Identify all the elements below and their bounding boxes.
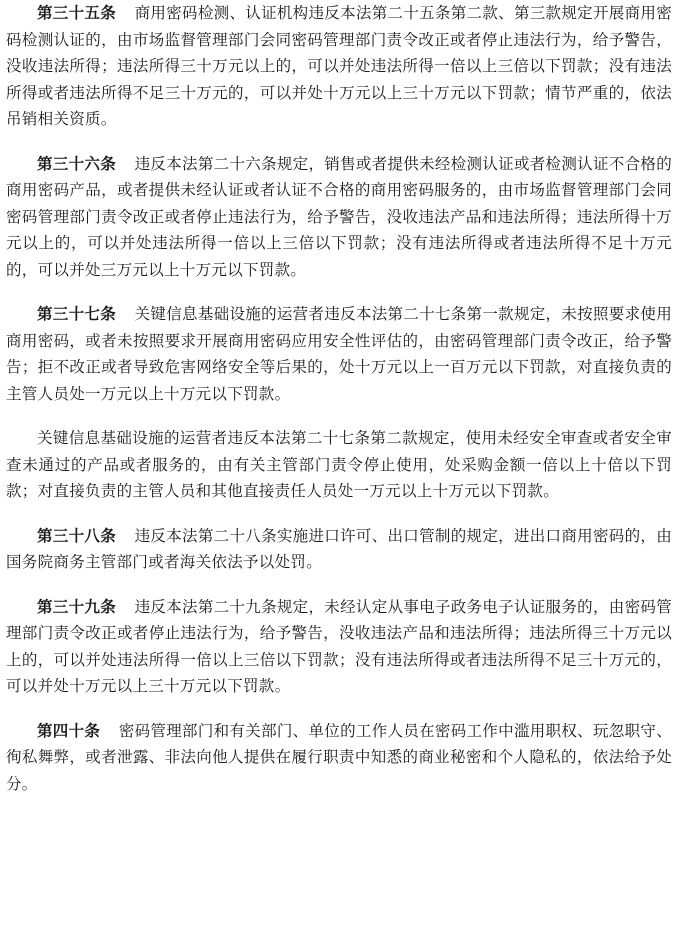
- document-body: [6, 0, 672, 797]
- article-39: [6, 594, 672, 700]
- article-heading: 第三十五条: [37, 4, 117, 22]
- article-35: [6, 0, 672, 133]
- article-text: 关键信息基础设施的运营者违反本法第二十七条第一款规定，未按照要求使用商用密码，或者未按照要求开展商用密码应用安全性评估的，由密码管理部门责令改正，给予警告；拒不改正或者导致危害网络安全等后果的，处十万元以上一百万元以下罚款，对直接负责的主管人员处一万元以上十万元以下罚款。: [6, 305, 672, 403]
- article-heading: 第三十六条: [37, 154, 117, 173]
- article-heading: 第三十八条: [37, 526, 117, 545]
- article-heading: 第四十条: [37, 721, 101, 740]
- article-text: 违反本法第二十六条规定，销售或者提供未经检测认证或者检测认证不合格的商用密码产品，或者提供未经认证或者认证不合格的商用密码服务的，由市场监督管理部门会同密码管理部门责令改正或者停止违法行为，给予警告，没收违法产品和违法所得；违法所得十万元以上的，可以并处违法所得一倍以上三倍以下罚款；没有违法所得或者违法所得不足十万元的，可以并处三万元以上十万元以下罚款。: [6, 154, 672, 279]
- article-37-paragraph-2: [6, 425, 672, 505]
- article-heading: 第三十七条: [37, 305, 117, 323]
- article-38: [6, 523, 672, 576]
- article-37: [6, 301, 672, 407]
- article-text: 密码管理部门和有关部门、单位的工作人员在密码工作中滥用职权、玩忽职守、徇私舞弊，或者泄露、非法向他人提供在履行职责中知悉的商业秘密和个人隐私的，依法给予处分。: [6, 721, 672, 793]
- article-36: [6, 151, 672, 284]
- article-text: 违反本法第二十八条实施进口许可、出口管制的规定，进出口商用密码的，由国务院商务主管部门或者海关依法予以处罚。: [6, 526, 672, 571]
- article-text: 商用密码检测、认证机构违反本法第二十五条第二款、第三款规定开展商用密码检测认证的，由市场监督管理部门会同密码管理部门责令改正或者停止违法行为，给予警告，没收违法所得；违法所得三十万元以上的，可以并处违法所得一倍以上三倍以下罚款；没有违法所得或者违法所得不足三十万元的，可以并处十万元以上三十万元以下罚款；情节严重的，依法吊销相关资质。: [6, 4, 672, 128]
- article-40: [6, 718, 672, 798]
- article-text: 关键信息基础设施的运营者违反本法第二十七条第二款规定，使用未经安全审查或者安全审查未通过的产品或者服务的，由有关主管部门责令停止使用，处采购金额一倍以上十倍以下罚款；对直接负责的主管人员和其他直接责任人员处一万元以上十万元以下罚款。: [6, 429, 672, 500]
- article-text: 违反本法第二十九条规定，未经认定从事电子政务电子认证服务的，由密码管理部门责令改正或者停止违法行为，给予警告，没收违法产品和违法所得；违法所得三十万元以上的，可以并处违法所得一倍以上三倍以下罚款；没有违法所得或者违法所得不足三十万元的，可以并处十万元以上三十万元以下罚款。: [6, 597, 672, 695]
- article-heading: 第三十九条: [37, 597, 117, 616]
